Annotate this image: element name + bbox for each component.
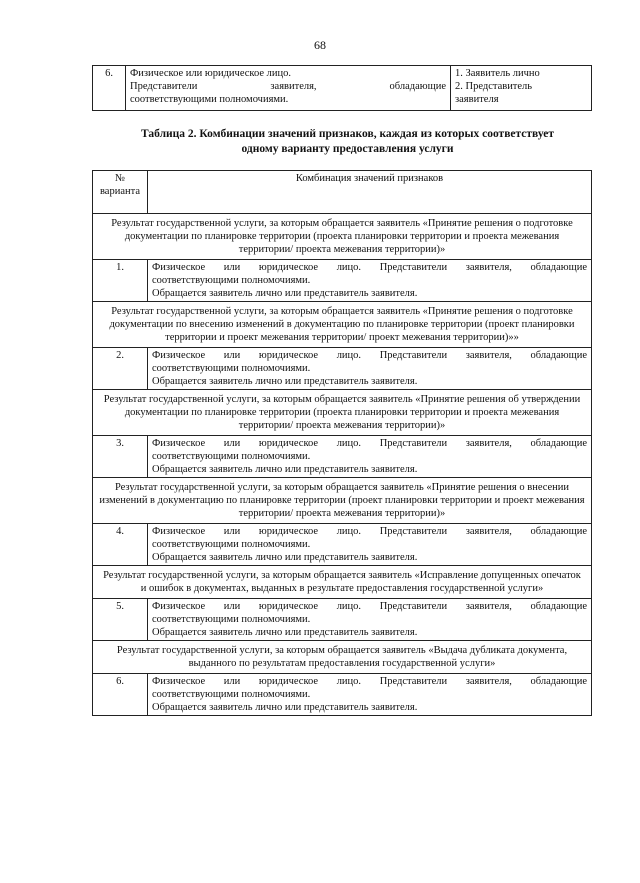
variant-number: 4. [93,524,148,566]
header-combination: Комбинация значений признаков [148,171,592,214]
description-line: Представители заявителя, обладающие [130,81,446,92]
variant-combination [148,524,592,566]
variant-row [93,260,592,302]
result-group-title: Результат государственной услуги, за которым обращается заявитель «Принятие решения о внесении изменений в документацию по планировке территории (проект планировки территории и проект межевания территории/ проекта межевания территории)» [93,478,592,524]
variant-number: 5. [93,599,148,641]
result-group-row [93,390,592,436]
combination-line: Физическое или юридическое лицо. Представители заявителя, обладающие [152,262,587,273]
combination-line: соответствующими полномочиями. [152,614,311,625]
variant-combination [148,260,592,302]
result-group-title: Результат государственной услуги, за которым обращается заявитель «Выдача дубликата документа, выданного по результатам предоставления государственной услуги» [93,641,592,674]
table-header-row [93,171,592,214]
table-row [93,66,592,111]
applicant-description [126,66,451,111]
variant-number: 6. [93,674,148,716]
variant-row [93,524,592,566]
result-group-row [93,214,592,260]
variant-row [93,436,592,478]
row-number: 6. [93,66,126,111]
combination-line: соответствующими полномочиями. [152,689,311,700]
variants-body [93,214,592,716]
combination-line: соответствующими полномочиями. [152,539,311,550]
combination-line: Обращается заявитель лично или представитель заявителя. [152,702,418,713]
result-group-title: Результат государственной услуги, за которым обращается заявитель «Принятие решения о подготовке документации по внесению изменений в документацию по планировке территории (проект планировки территории и проект межевания территории/ проект межевания территории)»» [93,302,592,348]
option-line: 1. Заявитель лично [455,68,540,79]
combination-line: Физическое или юридическое лицо. Представители заявителя, обладающие [152,526,587,537]
combination-line: Физическое или юридическое лицо. Представители заявителя, обладающие [152,438,587,449]
result-group-row [93,478,592,524]
combination-line: Физическое или юридическое лицо. Представители заявителя, обладающие [152,601,587,612]
combination-line: Обращается заявитель лично или представитель заявителя. [152,552,418,563]
page-number: 68 [314,38,326,52]
description-line: соответствующими полномочиями. [130,94,289,105]
applicant-options [451,66,592,111]
combination-line: Физическое или юридическое лицо. Представители заявителя, обладающие [152,676,587,687]
variant-number: 3. [93,436,148,478]
variant-number: 1. [93,260,148,302]
combination-line: Обращается заявитель лично или представитель заявителя. [152,376,418,387]
top-continuation-table [92,65,592,111]
combination-line: Обращается заявитель лично или представитель заявителя. [152,627,418,638]
variant-combination [148,436,592,478]
caption-line: одному варианту предоставления услуги [241,143,454,155]
description-line: Физическое или юридическое лицо. [130,68,292,79]
result-group-row [93,641,592,674]
combination-line: Обращается заявитель лично или представитель заявителя. [152,288,418,299]
table-caption [110,127,585,157]
variant-number: 2. [93,348,148,390]
combination-line: соответствующими полномочиями. [152,451,311,462]
result-group-row [93,566,592,599]
header-variant-number: № варианта [93,171,148,214]
variant-row [93,674,592,716]
caption-line: Таблица 2. Комбинации значений признаков, каждая из которых соответствует [140,128,555,140]
variant-row [93,348,592,390]
combination-line: соответствующими полномочиями. [152,363,311,374]
variant-row [93,599,592,641]
variant-combination [148,599,592,641]
result-group-title: Результат государственной услуги, за которым обращается заявитель «Принятие решения об утверждении документации по планировке территории (проекта планировки территории и проекта межевания территории/ проекта межевания территории)» [93,390,592,436]
variant-combination [148,674,592,716]
result-group-title: Результат государственной услуги, за которым обращается заявитель «Исправление допущенных опечаток и ошибок в документах, выданных в результате предоставления государственной услуги» [93,566,592,599]
combination-line: соответствующими полномочиями. [152,275,311,286]
result-group-title: Результат государственной услуги, за которым обращается заявитель «Принятие решения о подготовке документации по планировке территории (проекта планировки территории и проекта межевания территории/ проекта межевания территории)» [93,214,592,260]
option-line: 2. Представитель [455,81,533,92]
combination-line: Обращается заявитель лично или представитель заявителя. [152,464,418,475]
variant-combination [148,348,592,390]
result-group-row [93,302,592,348]
variants-table [92,170,592,716]
option-line: заявителя [455,94,499,105]
combination-line: Физическое или юридическое лицо. Представители заявителя, обладающие [152,350,587,361]
